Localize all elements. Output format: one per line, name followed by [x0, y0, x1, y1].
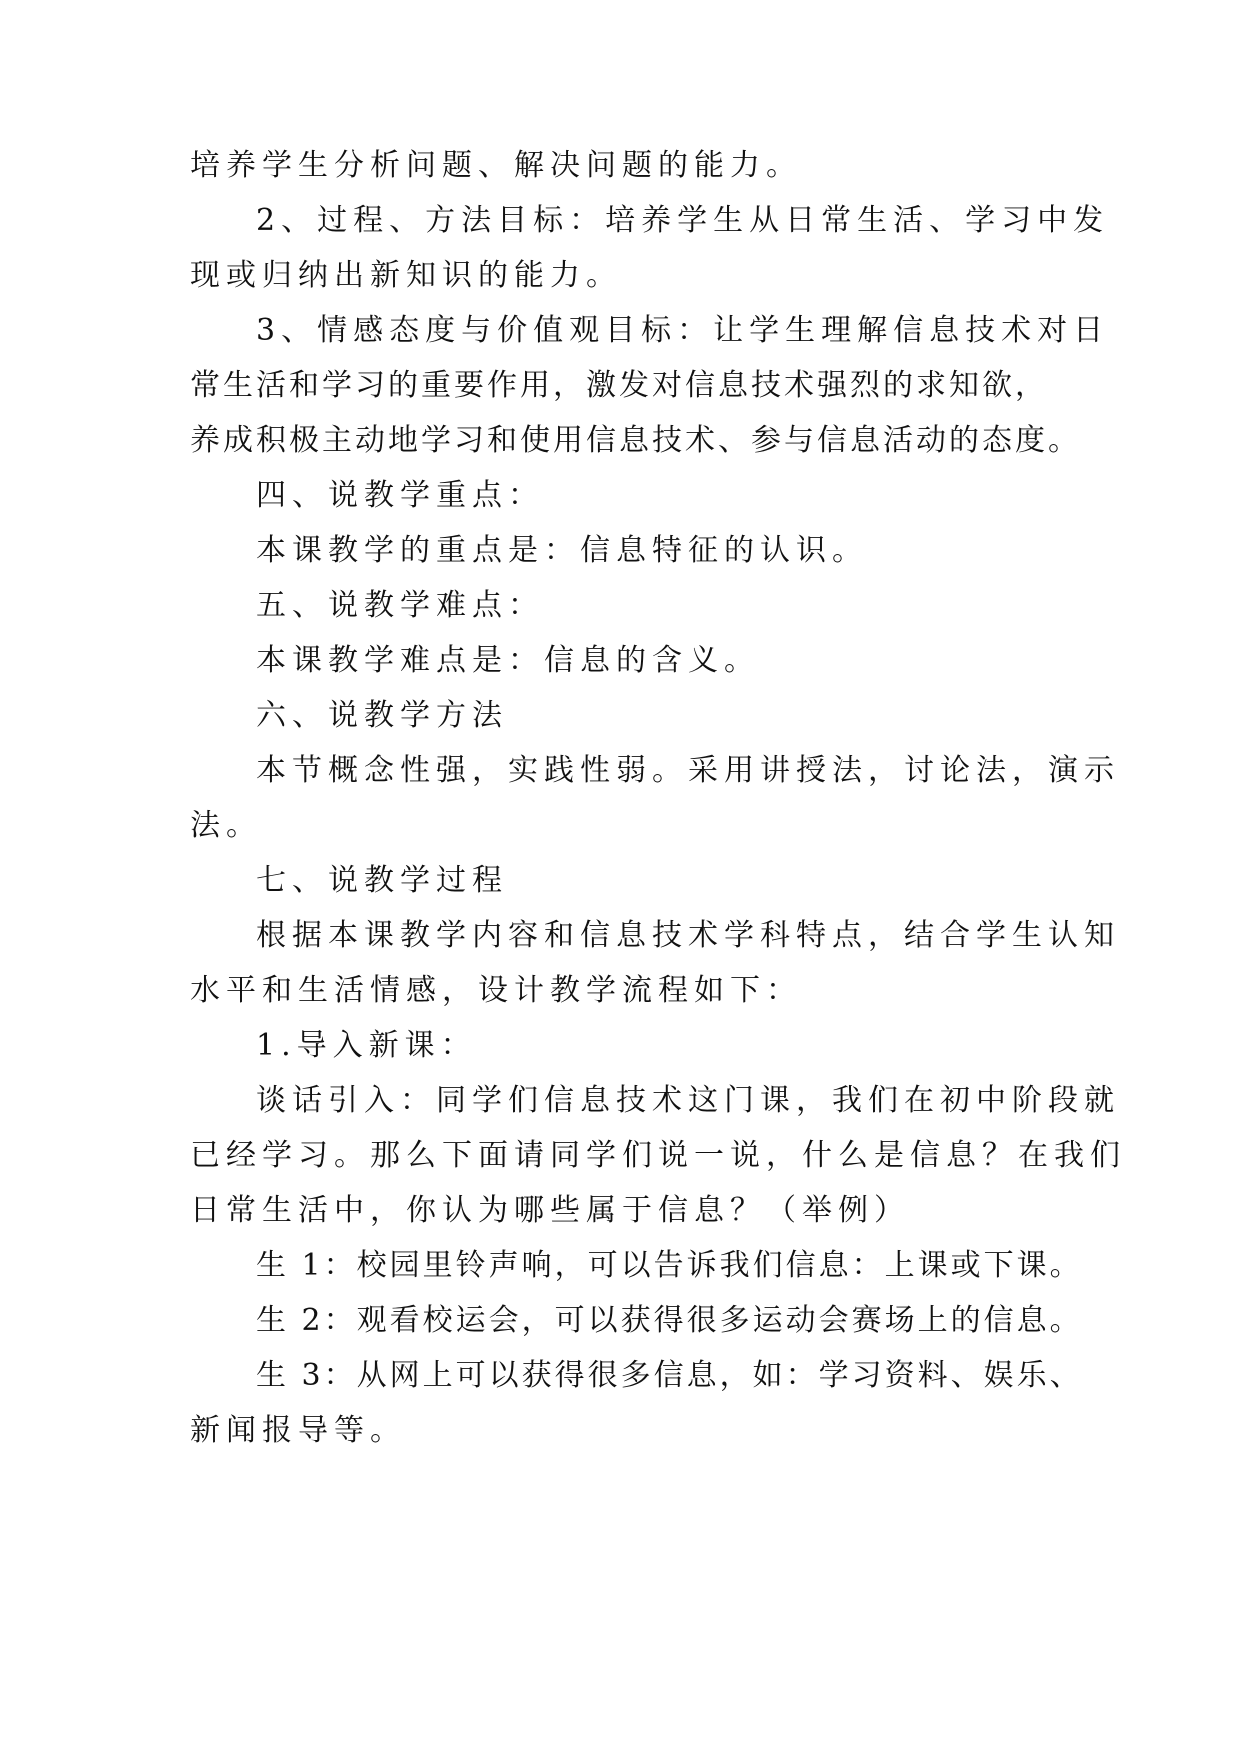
- paragraph-line: 本节概念性强，实践性弱。采用讲授法，讨论法，演示: [256, 753, 1120, 788]
- paragraph-line: 本课教学的重点是：信息特征的认识。: [256, 533, 868, 568]
- section-heading: 六、说教学方法: [256, 698, 508, 733]
- paragraph-line: 2、过程、方法目标：培养学生从日常生活、学习中发: [256, 203, 1110, 238]
- paragraph-line: 本课教学难点是：信息的含义。: [256, 643, 760, 678]
- paragraph-line: 谈话引入：同学们信息技术这门课，我们在初中阶段就: [256, 1083, 1120, 1118]
- paragraph-line: 生 2：观看校运会，可以获得很多运动会赛场上的信息。: [256, 1303, 1083, 1338]
- paragraph-line: 常生活和学习的重要作用，激发对信息技术强烈的求知欲，: [190, 368, 1048, 403]
- paragraph-line: 生 3：从网上可以获得很多信息，如：学习资料、娱乐、: [256, 1358, 1083, 1393]
- paragraph-line: 培养学生分析问题、解决问题的能力。: [190, 148, 802, 183]
- paragraph-line: 法。: [190, 808, 262, 843]
- section-heading: 五、说教学难点：: [256, 588, 544, 623]
- section-heading: 七、说教学过程: [256, 863, 508, 898]
- paragraph-line: 现或归纳出新知识的能力。: [190, 258, 622, 293]
- section-heading: 四、说教学重点：: [256, 478, 544, 513]
- paragraph-line: 生 1：校园里铃声响，可以告诉我们信息：上课或下课。: [256, 1248, 1083, 1283]
- paragraph-line: 3、情感态度与价值观目标：让学生理解信息技术对日: [256, 313, 1110, 348]
- paragraph-line: 新闻报导等。: [190, 1413, 406, 1448]
- paragraph-line: 根据本课教学内容和信息技术学科特点，结合学生认知: [256, 918, 1120, 953]
- paragraph-line: 水平和生活情感，设计教学流程如下：: [190, 973, 802, 1008]
- subsection-heading: 1.导入新课：: [256, 1028, 477, 1063]
- paragraph-line: 已经学习。那么下面请同学们说一说，什么是信息？在我们: [190, 1138, 1126, 1173]
- paragraph-line: 日常生活中，你认为哪些属于信息？（举例）: [190, 1193, 910, 1228]
- paragraph-line: 养成积极主动地学习和使用信息技术、参与信息活动的态度。: [190, 423, 1081, 458]
